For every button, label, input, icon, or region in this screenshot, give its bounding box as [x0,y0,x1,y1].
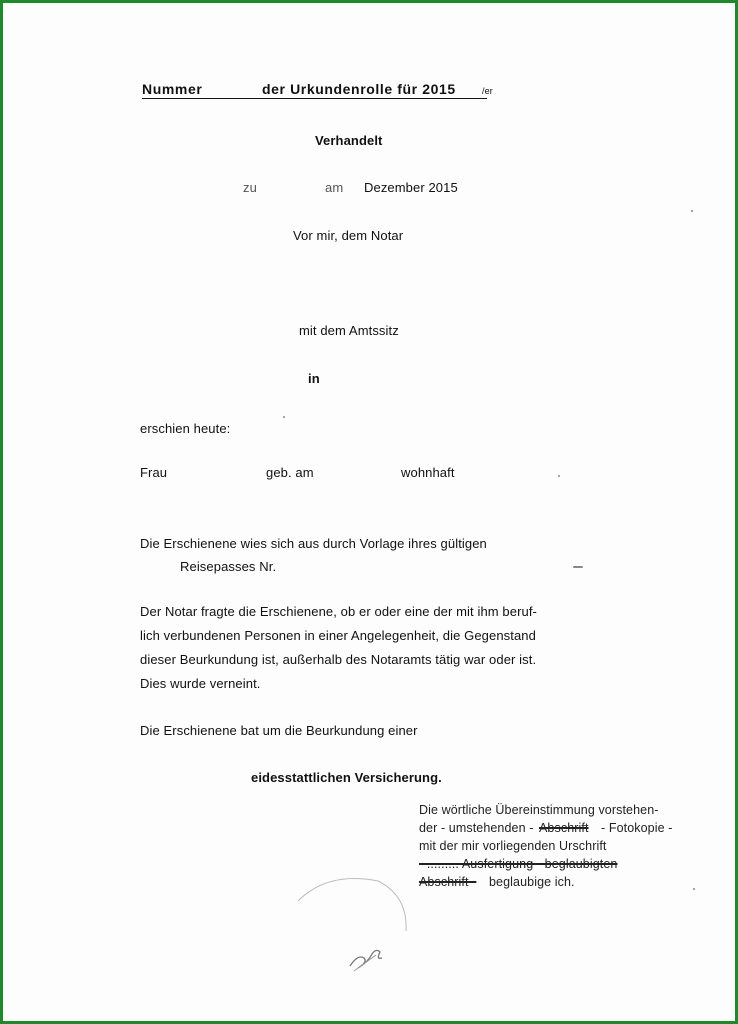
gegenstand-line: eidesstattlichen Versicherung. [251,770,442,785]
ort-am: am [325,180,344,195]
nummer-label: Nummer [142,81,203,97]
scan-speck [693,888,695,890]
seal-stamp [288,871,413,983]
urkundenrolle-label: der Urkundenrolle für 2015 [262,81,456,97]
vorbefassung-line-3: dieser Beurkundung ist, außerhalb des Notaramts tätig war oder ist. [140,652,537,667]
ort-zu: zu [243,180,257,195]
scan-speck [691,210,693,212]
beglaubigung-line-2c: - Fotokopie - [601,821,673,835]
ausweis-line-1: Die Erschienene wies sich aus durch Vorlage ihres gültigen [140,536,487,551]
beglaubigung-abschrift-struck: Abschrift [539,821,589,835]
amtssitz-line: mit dem Amtssitz [299,323,399,338]
in-label: in [308,371,320,386]
vorbefassung-line-1: Der Notar fragte die Erschienene, ob er oder eine der mit ihm beruf- [140,604,537,619]
beglaubigung-abschrift-struck-2: Abschrift - [419,875,477,889]
frau-label: Frau [140,465,168,480]
vorbefassung-line-4: Dies wurde verneint. [140,676,261,691]
beglaubigung-line-4-struck: - ......... Ausfertigung - beglaubigten [419,857,618,871]
notar-line: Vor mir, dem Notar [293,228,404,243]
beglaubigung-line-3: mit der mir vorliegenden Urschrift [419,839,607,853]
beglaubigung-line-5: beglaubige ich. [489,875,575,889]
geb-label: geb. am [266,465,314,480]
scan-speck [558,475,560,477]
wohnhaft-label: wohnhaft [401,465,455,480]
header-suffix: /er [482,86,493,96]
header-underline [142,98,487,99]
datum-value: Dezember 2015 [364,180,458,195]
scan-mark [573,566,583,568]
vorbefassung-line-2: lich verbundenen Personen in einer Angelegenheit, die Gegenstand [140,628,536,643]
beglaubigung-line-1: Die wörtliche Übereinstimmung vorstehen- [419,803,659,817]
scan-speck [283,416,285,418]
erschien-label: erschien heute: [140,421,231,436]
beglaubigung-line-2a: der - umstehenden - [419,821,534,835]
bitte-line: Die Erschienene bat um die Beurkundung einer [140,723,418,738]
ausweis-line-2: Reisepasses Nr. [180,559,277,574]
verhandelt-heading: Verhandelt [315,133,383,148]
